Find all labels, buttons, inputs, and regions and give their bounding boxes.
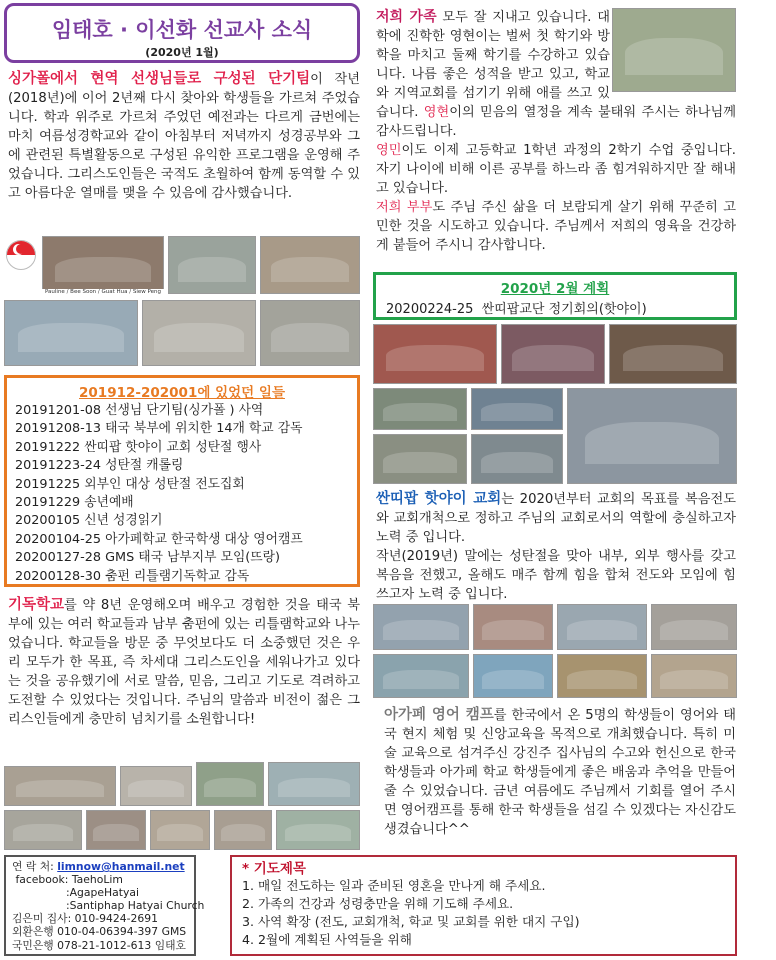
camp-photo-6	[473, 654, 553, 698]
list-item: 3. 사역 확장 (전도, 교회개척, 학교 및 교회를 위한 대지 구입)	[242, 914, 580, 929]
name-couple: 저희 부부	[376, 200, 433, 215]
list-item: 20191223-24 성탄절 캐롤링	[15, 458, 184, 474]
singapore-class-photo-2	[260, 236, 360, 294]
christian-school-body: 를 약 8년 운영해오며 배우고 경험한 것을 태국 북부에 있는 여러 학교들과 남부 춤펀에 있는 리틀램학교와 나누었습니다. 학교들을 방문 중 무엇보다도 더 소중했던 것은 우리 모두가 한 목표, 즉 차세대 그리스도인을 세워나가고 있다는 것을 공유했기에 서로 말씀, 믿음, 그리고 기도로 격려하고 도전할 수 있었다는 것입니다. 주님의 말씀과 비전이 젊은 그리스인들에게 충만히 넘치기를 소원합니다!	[8, 598, 361, 727]
list-item: 1. 매일 전도하는 일과 준비된 영혼을 만나게 해 주세요.	[242, 878, 546, 893]
newsletter-title: 임태호 · 이선화 선교사 소식	[51, 18, 313, 42]
school-visit-photo-3	[196, 762, 264, 806]
singapore-class-photo-3	[142, 300, 256, 366]
facebook-account-1: TaehoLim	[71, 873, 123, 887]
list-item: 20191208-13 태국 북부에 위치한 14개 학교 감독	[15, 421, 303, 437]
newsletter-date: (2020년 1월)	[145, 46, 219, 59]
prayer-box	[230, 855, 737, 956]
camp-photo-4	[651, 604, 737, 650]
camp-photo-3	[557, 604, 647, 650]
prayer-list	[242, 877, 725, 949]
facebook-account-2: :AgapeHatyai	[66, 886, 139, 900]
family-paragraph	[376, 8, 736, 255]
camp-paragraph	[384, 706, 736, 839]
past-events-box	[4, 375, 360, 587]
camp-photo-5	[373, 654, 469, 698]
church-body-1: 는 2020년부터 교회의 목표를 복음전도와 교회개척으로 정하고 주님의 교회로서의 역할에 충실하고자 노력 중 입니다.	[376, 492, 736, 545]
list-item: 4. 2월에 계획된 사역들을 위해	[242, 932, 412, 947]
camp-photo-2	[473, 604, 553, 650]
school-visit-photo-2	[120, 766, 192, 806]
bank-account-2: 국민은행 078-21-1012-613 임태호	[12, 938, 186, 952]
camp-photo-7	[557, 654, 647, 698]
contact-phone: 김은미 집사: 010-9424-2691	[12, 912, 159, 926]
school-visit-photo-8	[214, 810, 272, 850]
list-item: 2. 가족의 건강과 성령충만을 위해 기도해 주세요.	[242, 896, 514, 911]
church-paragraph	[376, 490, 736, 604]
church-body-2: 작년(2019년) 말에는 성탄절을 맞아 내부, 외부 행사를 갖고 복음을 전했고, 올해도 매주 함께 힘을 합쳐 전도와 모임에 힘쓰고자 노력 중 입니다.	[376, 549, 736, 602]
school-visit-photo-5	[4, 810, 82, 850]
singapore-photo-caption: Pauline / Bee Soon / Guat Hua / Siew Peng	[42, 289, 164, 295]
singapore-paragraph	[8, 70, 360, 203]
camp-lead: 아가페 영어 캠프	[384, 707, 494, 723]
contact-email-row: 연 락 처: limnow@hanmail.net	[12, 860, 185, 873]
family-heading: 저희 가족	[376, 9, 437, 25]
list-item: 20200104-25 아가페학교 한국학생 대상 영어캠프	[15, 531, 303, 547]
school-visit-photo-6	[86, 810, 146, 850]
singapore-lead: 싱가폴에서 현역 선생님들로 구성된 단기팀	[8, 71, 311, 87]
list-item: 20191225 외부인 대상 성탄절 전도집회	[15, 476, 245, 492]
facebook-row: facebook: TaehoLim	[15, 873, 123, 887]
past-events-list	[7, 402, 357, 586]
list-item: 20200127-28 GMS 태국 남부지부 모임(뜨랑)	[15, 550, 281, 566]
singapore-group-photo	[4, 300, 138, 366]
singapore-body: 이 작년(2018년)에 이어 2년째 다시 찾아와 학생들을 가르쳐 주었습니다. 학과 위주로 가르쳐 주었던 예전과는 다르게 금번에는 마치 여름성경학교와 같이 아침부터 저녁까지 성경공부와 그에 관련된 특별활동으로 구성된 유익한 프로그램을 운영해 주었습니다. 그리스도인들은 국적도 초월하여 함께 동역할 수 있고 아름다운 열매를 맺을 수 있음에 감사했습니다.	[8, 72, 361, 201]
family-body-1: 모두 잘 지내고 있습니다. 대학에 진학한 영현이는 벌써 첫 학기와 방학을 마치고 둘째 학기를 수강하고 있습니다. 나름 좋은 성적을 받고 있고, 학교와 지역교회를 섬기기 위해 애를 쓰고 있습니다.	[376, 10, 610, 120]
past-events-heading: 201912-202001에 있었던 일들	[79, 385, 285, 401]
newsletter-header	[4, 3, 360, 63]
church-lead: 싼띠팝 핫야이 교회	[376, 491, 502, 507]
family-body-3: 도 주님 주신 삶을 더 보람되게 살기 위해 꾸준히 고민한 것을 시도하고 있습니다. 주님께서 저희의 영육을 건강하게 붙들어 주시니 감사합니다.	[376, 200, 736, 253]
christian-school-lead: 기독학교	[8, 597, 65, 613]
family-body-2: 이도 이제 고등학교 1학년 과정의 2학기 수업 중입니다. 자기 나이에 비해 이른 공부를 하느라 좀 힘겨워하지만 잘 해내고 있습니다.	[376, 143, 736, 196]
plan-row: 20200224-25 싼띠팝교단 정기회의(핫야이)	[386, 302, 647, 317]
church-photo-2	[471, 388, 563, 430]
singapore-class-photo-4	[260, 300, 360, 366]
family-body-1b: 이의 믿음의 열정을 계속 불태워 주시는 하나님께 감사드립니다.	[376, 105, 736, 139]
list-item: 20200105 신년 성경읽기	[15, 513, 163, 529]
church-photo-1	[373, 388, 467, 430]
school-visit-photo-7	[150, 810, 210, 850]
singapore-flag-icon	[6, 240, 36, 270]
name-younghyun: 영현	[423, 105, 450, 120]
facebook-account-3: :Santiphap Hatyai Church	[66, 899, 205, 913]
christmas-photo-2	[501, 324, 605, 384]
name-youngmin: 영민	[376, 143, 402, 158]
singapore-class-photo-1	[168, 236, 256, 294]
plan-heading: 2020년 2월 계획	[500, 281, 610, 297]
singapore-team-photo	[42, 236, 164, 294]
list-item: 20200128-30 춤펀 리틀램기독학교 감독	[15, 568, 250, 584]
church-photo-3	[373, 434, 467, 484]
plan-box	[373, 272, 737, 320]
bank-account-1: 외환은행 010-04-06394-397 GMS	[12, 925, 187, 939]
christmas-photo-1	[373, 324, 497, 384]
contact-box	[4, 855, 205, 956]
church-worship-photo	[567, 388, 737, 484]
camp-photo-8	[651, 654, 737, 698]
christian-school-paragraph	[8, 596, 360, 729]
email-link[interactable]: limnow@hanmail.net	[57, 860, 185, 873]
camp-body: 를 한국에서 온 5명의 학생들이 영어와 태국 현지 체험 및 신앙교육을 목적으로 개최했습니다. 특히 미술 교육으로 섬겨주신 강진주 집사님의 수고와 헌신으로 한국 학생들과 아가페 학교 학생들에게 좋은 배움과 추억을 만들어 줄 수 있었습니다. 금년 여름에도 주님께서 기회를 열어 주시면 영어캠프를 통해 한국 학생들을 섬길 수 있겠다는 자신감도 생겼습니다^^	[384, 708, 737, 837]
list-item: 20191229 송년예배	[15, 495, 134, 511]
prayer-title: * 기도제목	[242, 861, 306, 877]
school-visit-photo-9	[276, 810, 360, 850]
camp-photo-1	[373, 604, 469, 650]
list-item: 20191222 싼띠팝 핫야이 교회 성탄절 행사	[15, 439, 262, 455]
school-visit-photo-4	[268, 762, 360, 806]
list-item: 20191201-08 선생님 단기팀(싱가폴 ) 사역	[15, 403, 264, 418]
christmas-photo-3	[609, 324, 737, 384]
school-visit-photo-1	[4, 766, 116, 806]
church-photo-4	[471, 434, 563, 484]
